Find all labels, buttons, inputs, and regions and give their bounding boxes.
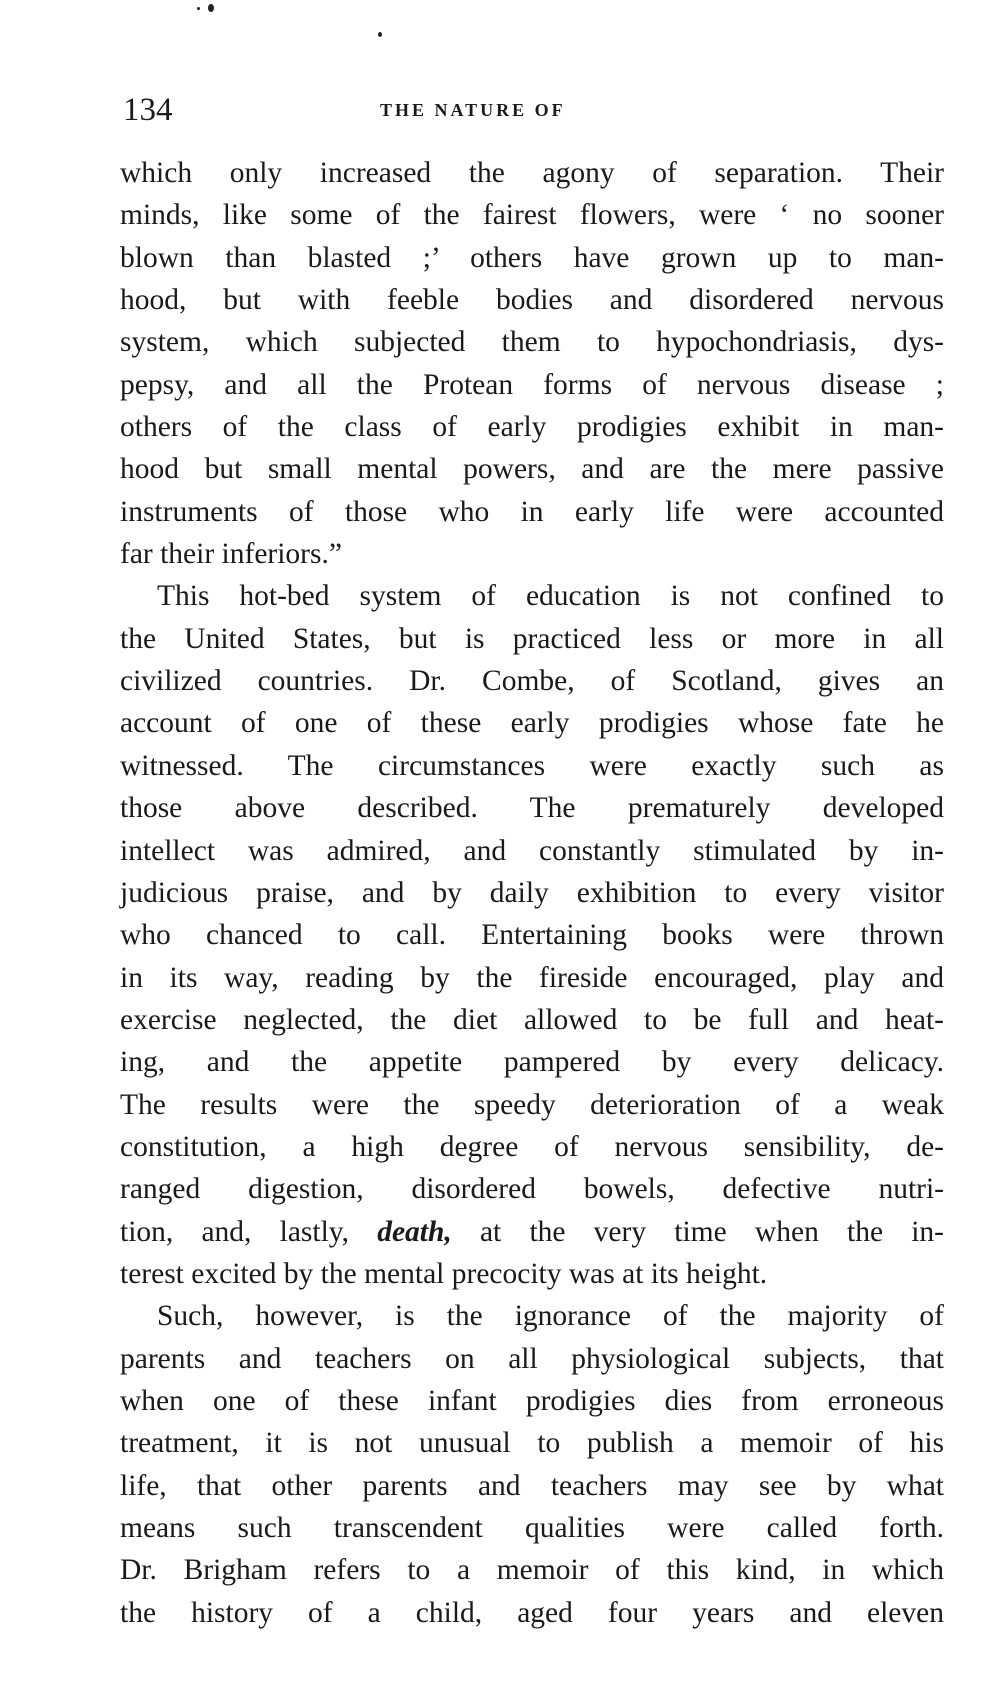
text-line: in its way, reading by the fireside encouraged, play and <box>120 961 944 994</box>
text-line: pepsy, and all the Protean forms of nervous disease ; <box>120 368 944 401</box>
text-line: life, that other parents and teachers may see by what <box>120 1469 944 1502</box>
text-line: hood, but with feeble bodies and disordered nervous <box>120 284 944 317</box>
paragraph <box>120 1295 944 1634</box>
text-line: means such transcendent qualities were called forth. <box>120 1512 944 1544</box>
text-line: civilized countries. Dr. Combe, of Scotland, gives an <box>120 665 944 698</box>
text-line: those above described. The prematurely developed <box>120 792 944 825</box>
text-line: the United States, but is practiced less or more in all <box>120 622 944 655</box>
print-speck <box>378 32 382 37</box>
page-number: 134 <box>123 92 173 128</box>
text-line: minds, like some of the fairest flowers, were ‘ no sooner <box>120 199 944 232</box>
text-line: Dr. Brigham refers to a memoir of this kind, in which <box>120 1554 944 1587</box>
running-head <box>0 90 998 130</box>
text-line: exercise neglected, the diet allowed to be full and heat- <box>120 1003 944 1036</box>
text-line: who chanced to call. Entertaining books were thrown <box>120 919 944 952</box>
text-line: account of one of these early prodigies whose fate he <box>120 707 944 740</box>
text-line: others of the class of early prodigies exhibit in man- <box>120 411 944 444</box>
text-line: The results were the speedy deterioration of a weak <box>120 1088 944 1121</box>
text-line: Such, however, is the ignorance of the majority of <box>157 1300 944 1333</box>
print-speck <box>208 4 214 12</box>
text-line: witnessed. The circumstances were exactly such as <box>120 749 944 782</box>
print-speck <box>197 7 200 10</box>
text-line: This hot-bed system of education is not confined to <box>157 580 944 613</box>
text-line: blown than blasted ;’ others have grown up to man- <box>120 241 944 274</box>
text-line: parents and teachers on all physiological subjects, that <box>120 1342 944 1375</box>
running-head-title: THE NATURE OF <box>380 100 566 120</box>
paragraph <box>120 152 944 575</box>
text-line-with-emphasis <box>120 1211 944 1253</box>
text-line: instruments of those who in early life were accounted <box>120 495 944 528</box>
text-line: constitution, a high degree of nervous sensibility, de- <box>120 1130 944 1163</box>
text-line: intellect was admired, and constantly stimulated by in- <box>120 834 944 867</box>
text-segment: tion, and, lastly, <box>120 1215 378 1248</box>
text-line: far their inferiors.” <box>120 538 342 571</box>
text-segment: at the very time when the in- <box>479 1215 945 1248</box>
text-line: hood but small mental powers, and are the mere passive <box>120 453 944 486</box>
text-line: which only increased the agony of separation. Their <box>120 157 944 189</box>
text-line: the history of a child, aged four years and eleven <box>120 1596 944 1629</box>
text-line: when one of these infant prodigies dies from erroneous <box>120 1384 944 1417</box>
emphasis-word: death, <box>377 1215 452 1248</box>
text-line: terest excited by the mental precocity was at its height. <box>120 1257 768 1290</box>
text-line: ing, and the appetite pampered by every delicacy. <box>120 1046 944 1079</box>
text-line: treatment, it is not unusual to publish a memoir of his <box>120 1427 944 1460</box>
text-line: ranged digestion, disordered bowels, defective nutri- <box>120 1173 944 1206</box>
text-line: system, which subjected them to hypochondriasis, dys- <box>120 326 944 359</box>
text-line: judicious praise, and by daily exhibition to every visitor <box>120 876 944 909</box>
body-text <box>120 152 944 1634</box>
paragraph <box>120 575 944 1295</box>
